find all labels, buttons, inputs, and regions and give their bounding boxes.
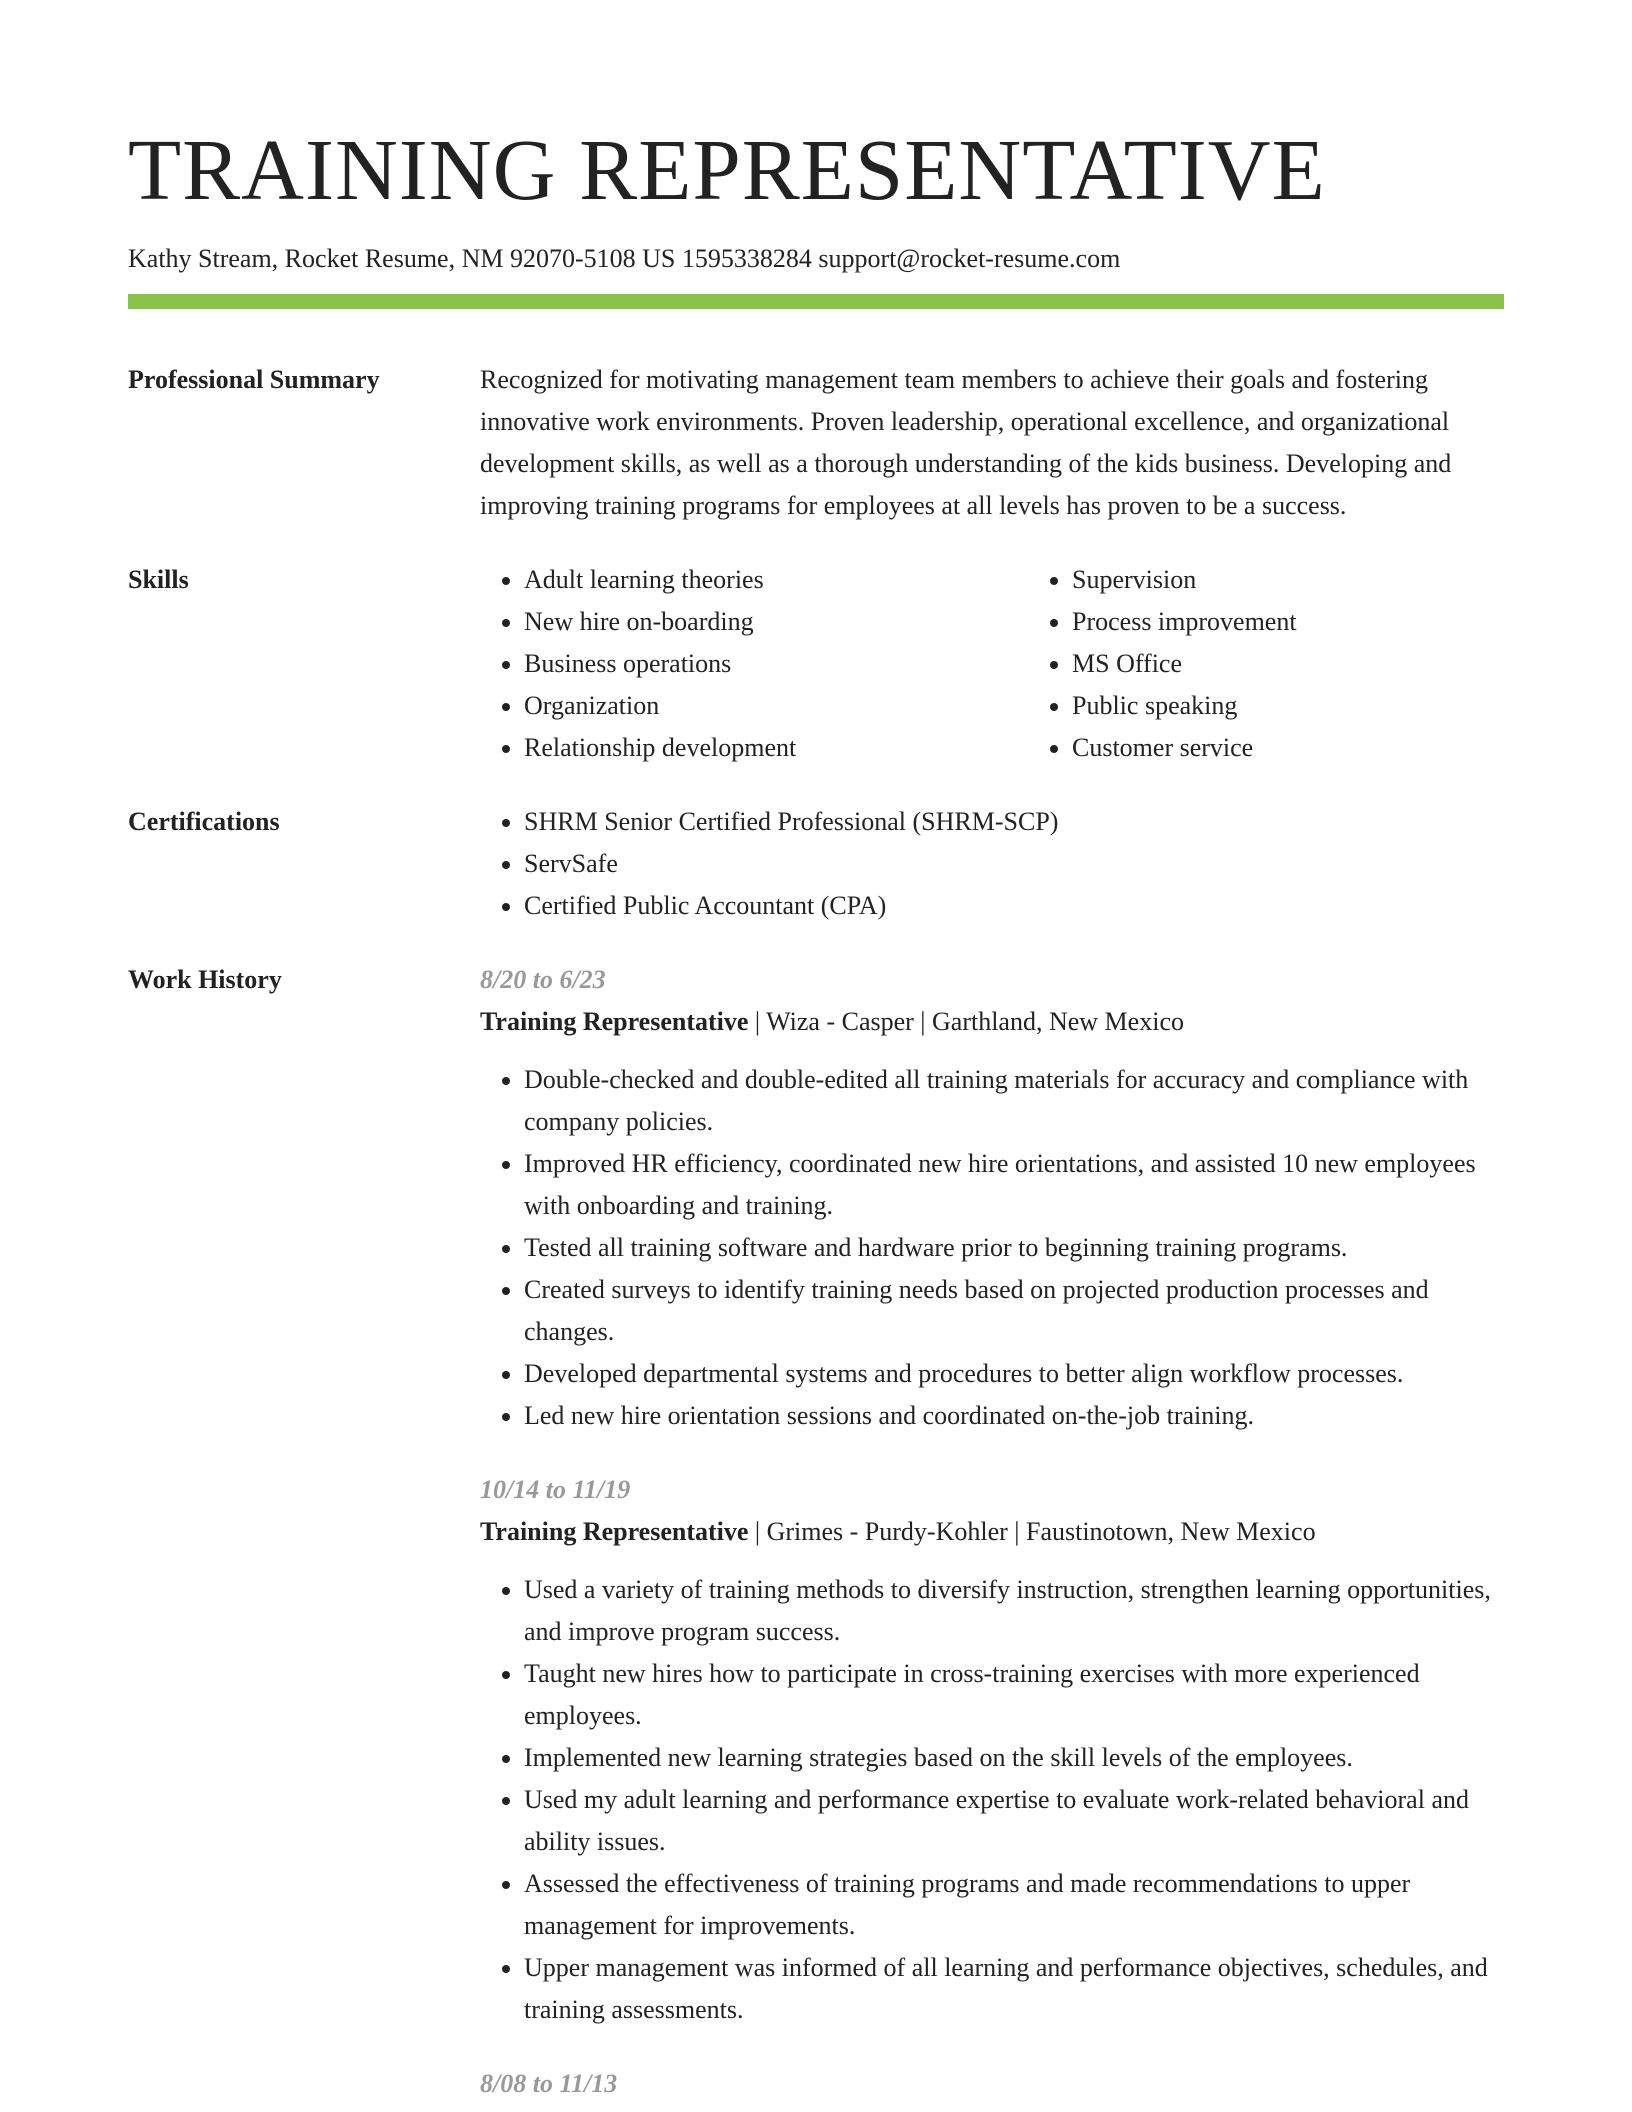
certification-item: • ServSafe [524, 843, 1504, 885]
job-bullet: • Tested all training software and hardware prior to beginning training programs. [524, 1227, 1504, 1269]
job-bullet: • Used a variety of training methods to diversify instruction, strengthen learning opportunities, and improve program success. [524, 1569, 1504, 1653]
skill-item: • Relationship development [524, 727, 984, 769]
skill-item: • Process improvement [1072, 601, 1532, 643]
job-bullet: • Double-checked and double-edited all training materials for accuracy and compliance with company policies. [524, 1059, 1504, 1143]
job-dates: 8/08 to 11/13 [480, 2069, 618, 2098]
summary-text: Recognized for motivating management team members to achieve their goals and fostering innovative work environments. Proven leadership, operational excellence, and organizational development skills, as well as a thorough understanding of the kids business. Developing and improving training programs for employees at all levels has proven to be a success. [480, 365, 1452, 520]
skill-item: • Organization [524, 685, 984, 727]
summary-heading: Professional Summary [128, 365, 380, 394]
resume-title: TRAINING REPRESENTATIVE [128, 121, 1326, 218]
certifications-heading: Certifications [128, 807, 280, 836]
job-bullet: • Used my adult learning and performance expertise to evaluate work-related behavioral and ability issues. [524, 1779, 1504, 1863]
work-history-body [480, 959, 1504, 2105]
job-bullet: • Led new hire orientation sessions and coordinated on-the-job training. [524, 1395, 1504, 1437]
job-dates: 10/14 to 11/19 [480, 1475, 631, 1504]
skill-item: • Supervision [1072, 559, 1532, 601]
work-history-section [128, 959, 1504, 2105]
job-bullets [480, 1569, 1504, 2031]
skill-item: • Adult learning theories [524, 559, 984, 601]
job-entry [480, 1469, 1504, 2031]
skill-item: • Customer service [1072, 727, 1532, 769]
certification-item: • Certified Public Accountant (CPA) [524, 885, 1504, 927]
certifications-section [128, 801, 1504, 927]
certifications-body [480, 801, 1504, 927]
job-bullet: • Implemented new learning strategies based on the skill levels of the employees. [524, 1737, 1504, 1779]
job-heading [480, 1511, 1504, 1553]
job-bullet: • Developed departmental systems and procedures to better align workflow processes. [524, 1353, 1504, 1395]
skill-item: • New hire on-boarding [524, 601, 984, 643]
job-bullet: • Upper management was informed of all learning and performance objectives, schedules, and training assessments. [524, 1947, 1504, 2031]
certifications-list [480, 801, 1504, 927]
job-bullet: • Assessed the effectiveness of training programs and made recommendations to upper management for improvements. [524, 1863, 1504, 1947]
summary-section [128, 359, 1504, 527]
job-entry [480, 959, 1504, 1437]
skill-item: • Public speaking [1072, 685, 1532, 727]
job-bullet: • Created surveys to identify training needs based on projected production processes and changes. [524, 1269, 1504, 1353]
job-heading [480, 1001, 1504, 1043]
certification-item: • SHRM Senior Certified Professional (SHRM-SCP) [524, 801, 1504, 843]
resume-page [128, 0, 1504, 2105]
job-title: Training Representative [480, 1007, 749, 1036]
job-entry [480, 2063, 1504, 2105]
skill-item: • Business operations [524, 643, 984, 685]
job-details: | Wiza - Casper | Garthland, New Mexico [748, 1007, 1184, 1036]
job-bullets [480, 1059, 1504, 1437]
job-title: Training Representative [480, 1517, 749, 1546]
job-dates: 8/20 to 6/23 [480, 965, 606, 994]
skill-item: • MS Office [1072, 643, 1532, 685]
contact-info: Kathy Stream, Rocket Resume, NM 92070-5108 US 1595338284 support@rocket-resume.com [128, 244, 1121, 273]
skills-columns [480, 559, 1532, 769]
skills-section [128, 559, 1504, 769]
job-details: | Grimes - Purdy-Kohler | Faustinotown, New Mexico [748, 1517, 1316, 1546]
skills-heading: Skills [128, 565, 189, 594]
work-history-heading: Work History [128, 965, 282, 994]
job-bullet: • Improved HR efficiency, coordinated new hire orientations, and assisted 10 new employees with onboarding and training. [524, 1143, 1504, 1227]
skills-list-left [480, 559, 984, 769]
skills-list-right [1028, 559, 1532, 769]
accent-divider [128, 294, 1504, 309]
job-bullet: • Taught new hires how to participate in cross-training exercises with more experienced employees. [524, 1653, 1504, 1737]
